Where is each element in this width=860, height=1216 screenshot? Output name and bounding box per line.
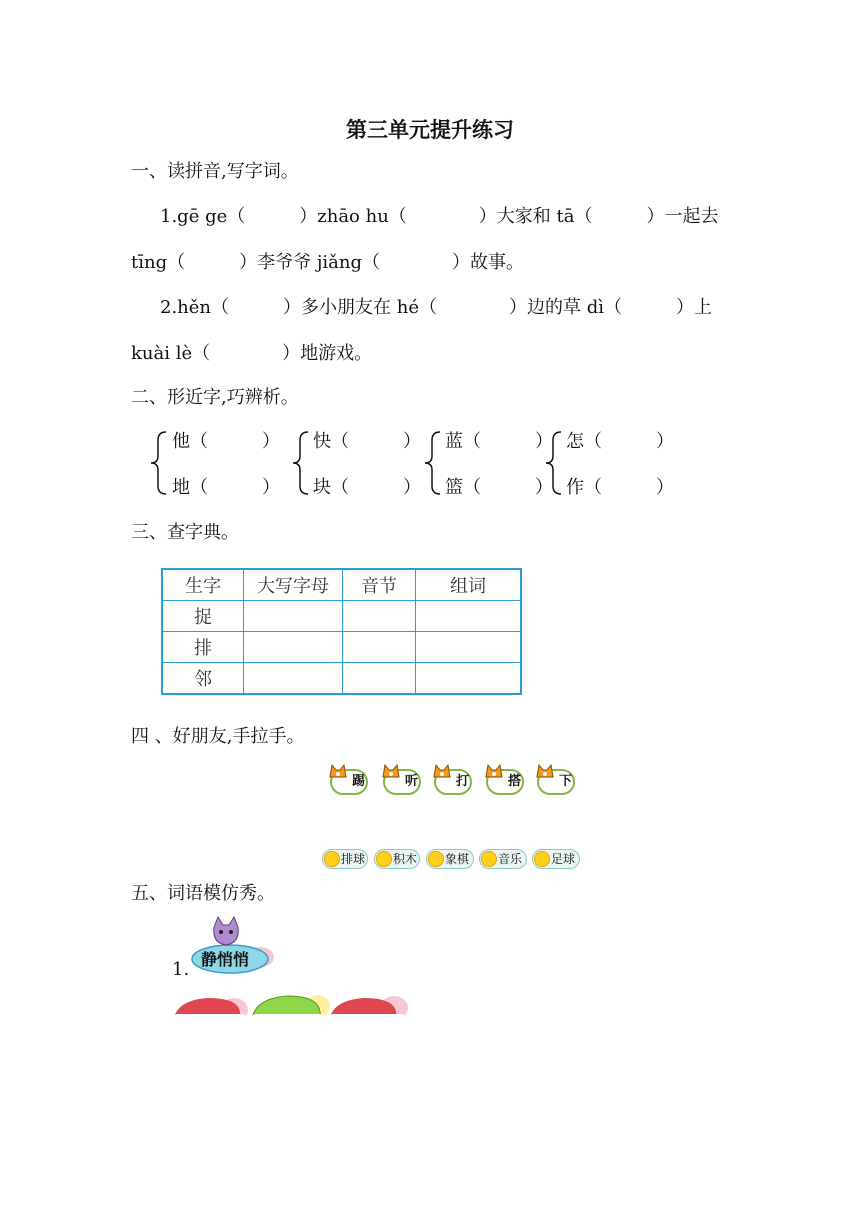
sun-icon [534, 851, 550, 867]
pinyin-line-2: tīng（ ）李爷爷 jiǎng（ ）故事。 [131, 252, 525, 273]
table-row [162, 663, 521, 695]
sun-icon [428, 851, 444, 867]
noun-label: 积木 [393, 852, 418, 866]
example-word: 静悄悄 [201, 950, 250, 969]
pinyin-line-4: kuài lè（ ）地游戏。 [131, 343, 373, 364]
table-cell-empty[interactable] [343, 601, 416, 632]
sun-icon [481, 851, 497, 867]
similar-char-bottom: 地（ ） [172, 477, 280, 498]
table-header: 大写字母 [244, 569, 343, 601]
noun-label: 象棋 [445, 852, 470, 866]
fox-icon [381, 763, 401, 779]
table-cell-empty[interactable] [343, 663, 416, 695]
noun-label: 排球 [341, 852, 366, 866]
similar-char-top: 他（ ） [172, 431, 280, 452]
brace-icon [290, 428, 312, 498]
verb-card[interactable] [434, 769, 472, 795]
noun-card[interactable] [374, 849, 420, 869]
verb-card[interactable] [486, 769, 524, 795]
table-cell-empty[interactable] [244, 663, 343, 695]
table-cell-char: 排 [162, 632, 244, 663]
table-cell-char: 捉 [162, 601, 244, 632]
verb-label: 踢 [352, 774, 366, 789]
fox-icon [328, 763, 348, 779]
table-cell-empty[interactable] [343, 632, 416, 663]
verb-label: 听 [405, 774, 419, 789]
noun-card[interactable] [532, 849, 580, 869]
table-cell-empty[interactable] [244, 632, 343, 663]
similar-char-bottom: 块（ ） [313, 477, 421, 498]
brace-icon [148, 428, 170, 498]
blank-badge-1 [172, 998, 248, 1032]
brace-icon [422, 428, 444, 498]
blank-word-badges[interactable] [168, 990, 418, 1042]
table-cell-empty[interactable] [416, 663, 522, 695]
blank-badge-2 [250, 995, 330, 1032]
table-cell-empty[interactable] [244, 601, 343, 632]
page-title: 第三单元提升练习 [346, 118, 514, 142]
noun-card[interactable] [322, 849, 368, 869]
verb-card[interactable] [537, 769, 575, 795]
noun-label: 音乐 [498, 852, 523, 866]
section-2-heading: 二、形近字,巧辨析。 [131, 387, 299, 408]
fox-icon [535, 763, 555, 779]
section-1-heading: 一、读拼音,写字词。 [131, 161, 299, 182]
section-4-heading: 四 、好朋友,手拉手。 [131, 726, 305, 747]
table-cell-empty[interactable] [416, 632, 522, 663]
sun-icon [376, 851, 392, 867]
noun-label: 足球 [551, 852, 576, 866]
verb-card[interactable] [383, 769, 421, 795]
table-header: 音节 [343, 569, 416, 601]
similar-char-bottom: 篮（ ） [445, 477, 553, 498]
table-header: 生字 [162, 569, 244, 601]
verb-label: 搭 [508, 774, 522, 789]
table-header-row [162, 569, 521, 601]
fox-icon [484, 763, 504, 779]
table-row [162, 632, 521, 663]
noun-card[interactable] [426, 849, 474, 869]
table-cell-char: 邻 [162, 663, 244, 695]
blank-badge-3 [328, 996, 408, 1032]
similar-char-top: 快（ ） [313, 431, 421, 452]
pinyin-line-1: 1.gē ge（ ）zhāo hu（ ）大家和 tā（ ）一起去 [160, 206, 719, 227]
sun-icon [324, 851, 340, 867]
similar-char-bottom: 作（ ） [566, 477, 674, 498]
verb-card[interactable] [330, 769, 368, 795]
similar-char-top: 蓝（ ） [445, 431, 553, 452]
cat-icon [214, 917, 239, 945]
table-row [162, 601, 521, 632]
table-cell-empty[interactable] [416, 601, 522, 632]
verb-label: 下 [559, 774, 573, 789]
fox-icon [432, 763, 452, 779]
section-5-heading: 五、词语模仿秀。 [131, 883, 275, 904]
item-number: 1. [172, 959, 190, 980]
pinyin-line-3: 2.hěn（ ）多小朋友在 hé（ ）边的草 dì（ ）上 [160, 297, 712, 318]
section-3-heading: 三、查字典。 [131, 522, 239, 543]
noun-card[interactable] [479, 849, 527, 869]
verb-label: 打 [456, 774, 470, 789]
similar-char-top: 怎（ ） [566, 431, 674, 452]
brace-icon [543, 428, 565, 498]
dictionary-table [161, 568, 522, 695]
table-header: 组词 [416, 569, 522, 601]
